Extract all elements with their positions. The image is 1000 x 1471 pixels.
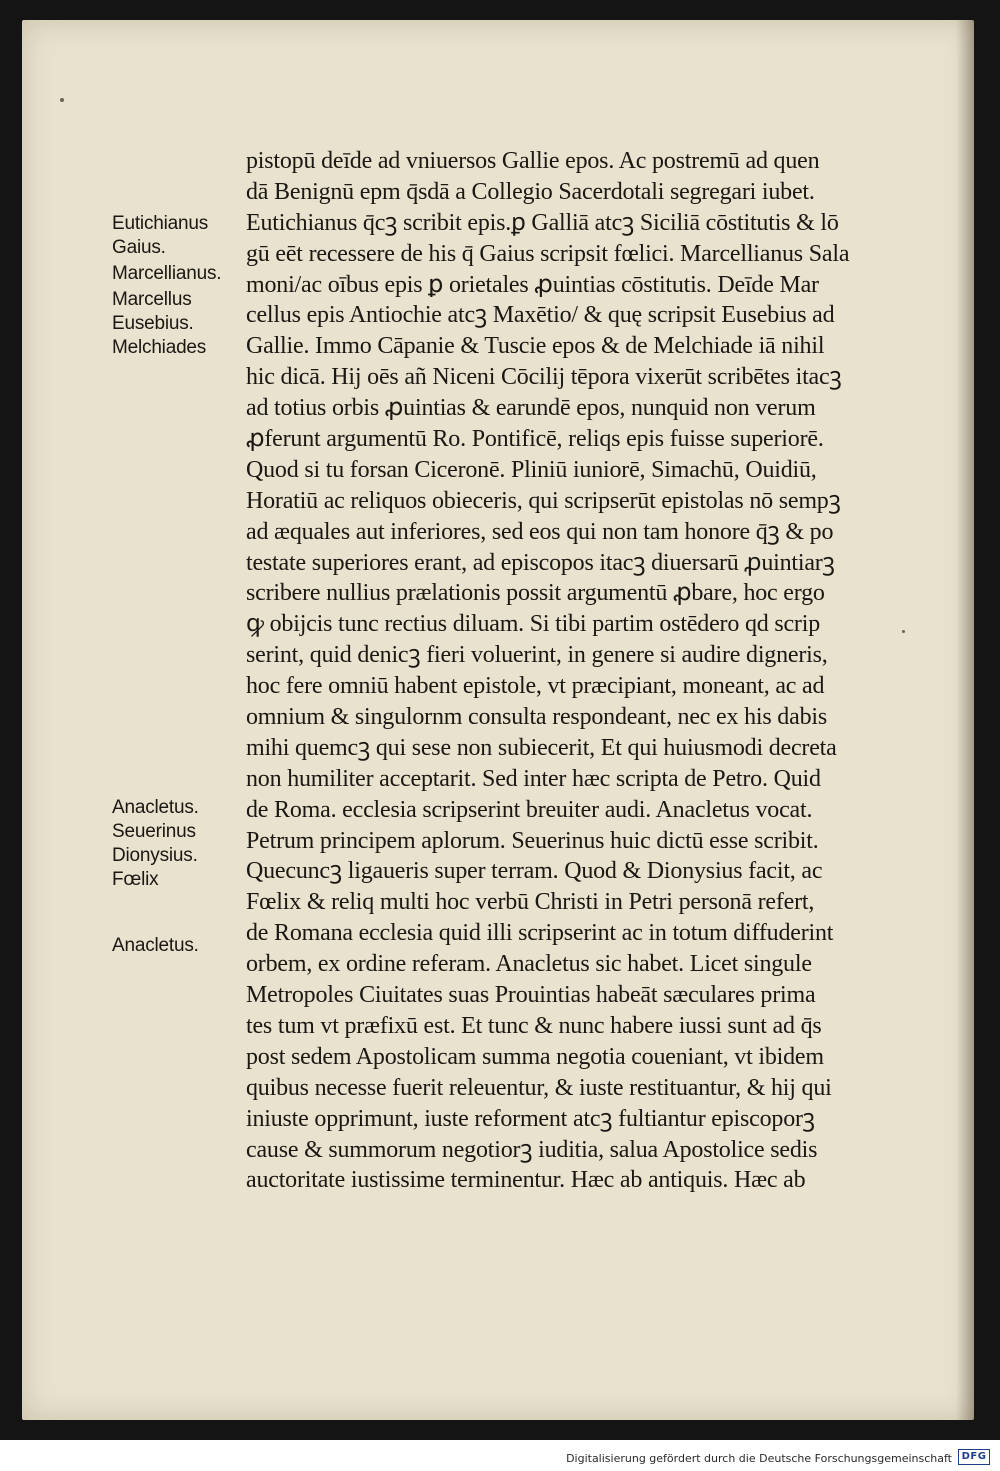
text-line: serint, quid denicꝫ fieri voluerint, in genere si audire digneris, bbox=[246, 642, 828, 669]
marginal-note: Fœlix bbox=[112, 869, 159, 890]
text-line: Quod si tu forsan Ciceronē. Pliniū iuniorē, Simachū, Ouidiū, bbox=[246, 456, 817, 483]
dfg-logo: DFG bbox=[958, 1449, 990, 1465]
text-line: tes tum vt præfixū est. Et tunc & nunc habere iussi sunt ad q̄s bbox=[246, 1012, 822, 1039]
text-line: pistopū deīde ad vniuersos Gallie epos. Ac postremū ad quen bbox=[246, 148, 820, 174]
text-line: de Romana ecclesia quid illi scripserint ac in totum diffuderint bbox=[246, 920, 834, 947]
marginal-note: Eutichianus bbox=[112, 213, 209, 234]
ink-speck bbox=[60, 98, 64, 102]
text-line: ꝙ obijcis tunc rectius diluam. Si tibi partim ostēdero qd scrip bbox=[246, 611, 820, 638]
text-line: post sedem Apostolicam summa negotia coueniant, vt ibidem bbox=[246, 1043, 824, 1070]
marginal-note: Seuerinus bbox=[112, 821, 196, 842]
text-line: testate superiores erant, ad episcopos itacꝫ diuersarū ꝓuintiarꝫ bbox=[246, 549, 835, 576]
text-line: iniuste opprimunt, iuste reforment atcꝫ fultiantur episcoporꝫ bbox=[246, 1105, 815, 1132]
marginal-note: Marcellianus. bbox=[112, 263, 222, 284]
text-line: moni/ac oībus epis ꝑ orietales ꝓuintias cōstitutis. Deīde Mar bbox=[246, 271, 819, 298]
text-line: auctoritate iustissime terminentur. Hæc ab antiquis. Hæc ab bbox=[246, 1167, 806, 1194]
text-line: ad æquales aut inferiores, sed eos qui non tam honore q̄ꝫ & po bbox=[246, 518, 834, 545]
text-line: hic dicā. Hij oēs añ Niceni Cōcilij tēpora vixerūt scribētes itacꝫ bbox=[246, 364, 842, 391]
text-line: de Roma. ecclesia scripserint breuiter audi. Anacletus vocat. bbox=[246, 796, 813, 823]
marginal-note: Anacletus. bbox=[112, 797, 199, 818]
text-line: omnium & singulornm consulta respondeant, nec ex his dabis bbox=[246, 704, 827, 731]
text-line: quibus necesse fuerit releuentur, & iuste restituantur, & hij qui bbox=[246, 1074, 832, 1101]
text-line: ꝓferunt argumentū Ro. Pontificē, reliqs epis fuisse superiorē. bbox=[246, 426, 824, 453]
text-line: Horatiū ac reliquos obieceris, qui scripserūt epistolas nō sempꝫ bbox=[246, 487, 841, 514]
funding-credit: Digitalisierung gefördert durch die Deutsche Forschungsgemeinschaft bbox=[566, 1452, 952, 1465]
text-line: Gallie. Immo Cāpanie & Tuscie epos & de Melchiade iā nihil bbox=[246, 333, 825, 360]
text-line: Quecuncꝫ ligaueris super terram. Quod & Dionysius facit, ac bbox=[246, 858, 823, 885]
marginal-note: Anacletus. bbox=[112, 935, 199, 956]
main-text-block bbox=[246, 146, 906, 1196]
text-line: Fœlix & reliq multi hoc verbū Christi in Petri personā refert, bbox=[246, 889, 815, 916]
text-line: Petrum principem aplorum. Seuerinus huic dictū esse scribit. bbox=[246, 827, 819, 854]
text-line: hoc fere omniū habent epistole, vt præcipiant, moneant, ac ad bbox=[246, 673, 825, 700]
marginal-note: Marcellus bbox=[112, 289, 192, 310]
text-line: dā Benignū epm q̄sdā a Collegio Sacerdotali segregari iubet. bbox=[246, 178, 815, 205]
text-line: scribere nullius prælationis possit argumentū ꝓbare, hoc ergo bbox=[246, 580, 825, 607]
marginal-note: Gaius. bbox=[112, 237, 166, 258]
marginal-note: Eusebius. bbox=[112, 313, 194, 334]
text-line: mihi quemcꝫ qui sese non subiecerit, Et qui huiusmodi decreta bbox=[246, 734, 837, 761]
marginal-note: Melchiades bbox=[112, 337, 207, 358]
text-line: Eutichianus q̄cꝫ scribit epis.ꝑ Galliā atcꝫ Siciliā cōstitutis & lō bbox=[246, 209, 839, 236]
text-line: orbem, ex ordine referam. Anacletus sic habet. Licet singule bbox=[246, 951, 812, 978]
text-line: non humiliter acceptarit. Sed inter hæc scripta de Petro. Quid bbox=[246, 765, 821, 792]
text-line: cause & summorum negotiorꝫ iuditia, salua Apostolice sedis bbox=[246, 1136, 818, 1163]
marginal-note: Dionysius. bbox=[112, 845, 198, 866]
text-line: Metropoles Ciuitates suas Prouintias habeāt sæculares prima bbox=[246, 982, 816, 1009]
text-line: cellus epis Antiochie atcꝫ Maxētio/ & quę scripsit Eusebius ad bbox=[246, 302, 835, 329]
text-line: ad totius orbis ꝓuintias & earundē epos, nunquid non verum bbox=[246, 395, 816, 422]
text-line: gū eēt recessere de his q̄ Gaius scripsit fœlici. Marcellianus Sala bbox=[246, 240, 850, 267]
